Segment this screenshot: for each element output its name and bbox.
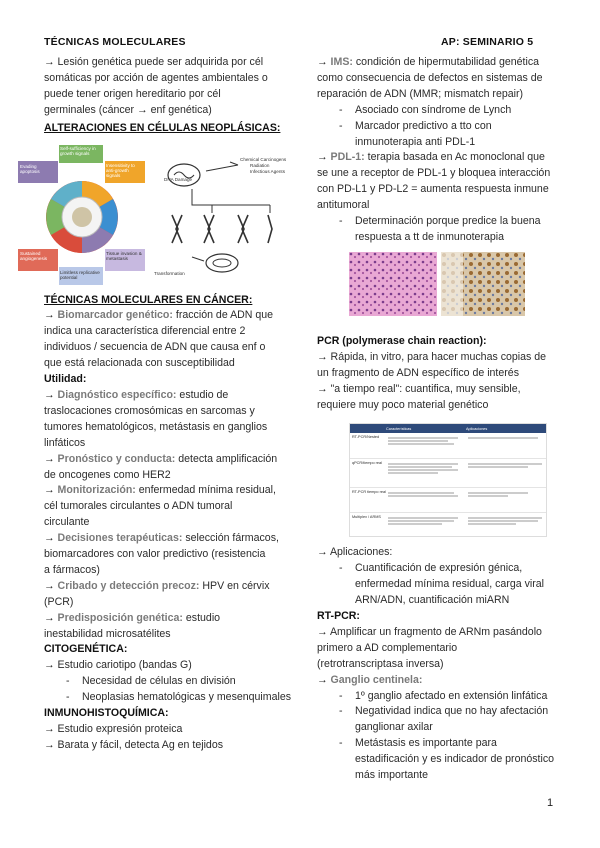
list-item: primero a AD complementario [317, 641, 458, 654]
damage-label: Infectious Agents [250, 168, 285, 174]
sub-list-item: - Cuantificación de expresión génica, enfermedad mínima residual, carga viral ARN/ADN, cuantificación miARN [317, 561, 559, 609]
paragraph-line: individuos / secuencia de ADN que causa enf o [44, 341, 266, 354]
paragraph: → Predisposición genética: estudio [44, 611, 221, 624]
figure-row [20, 139, 294, 289]
subheading: CITOGENÉTICA: [44, 643, 128, 656]
paragraph-line: con PD-L1 y PD-L2 = aumenta respuesta inmune [317, 183, 549, 196]
paragraph-line: indica una característica diferencial entre 2 [44, 325, 246, 338]
paragraph: → Decisiones terapéuticas: selección fármacos, [44, 532, 279, 545]
table-cell [388, 433, 468, 458]
table-cell: Multiplex / ARMS [352, 515, 381, 520]
damage-label: Transformation [154, 270, 185, 276]
sub-list-item: - 1º ganglio afectado en extensión linfática [317, 689, 559, 705]
paragraph: → PDL-1: terapia basada en Ac monoclonal que [317, 151, 545, 164]
sub-list-item: - Necesidad de células en división [44, 674, 294, 690]
paragraph-line: traslocaciones cromosómicas en sarcomas y [44, 404, 255, 417]
left-column [20, 55, 294, 754]
table-cell [468, 488, 546, 512]
list-item: → Estudio cariotipo (bandas G) [44, 659, 192, 672]
hallmark-label: Tissue invasion & metastasis [106, 250, 142, 261]
intro-line: → Lesión genética puede ser adquirida por cél [44, 56, 264, 68]
list-item: (retrotranscriptasa inversa) [317, 657, 444, 670]
sub-list-item: - Neoplasias hematológicas y mesenquimales [44, 690, 294, 706]
seminar-label: AP: SEMINARIO 5 [441, 36, 534, 48]
sub-list-item: - Asociado con síndrome de Lynch [317, 103, 559, 119]
subheading: Utilidad: [44, 373, 87, 386]
table-cell [468, 459, 546, 487]
paragraph-line: reparación de ADN (MMR; mismatch repair) [317, 87, 524, 100]
sub-list-item: - Marcador predictivo a tto con inmunoterapia anti PDL-1 [317, 119, 559, 151]
he-stain-image [349, 252, 437, 316]
paragraph-line: que está relacionada con susceptibilidad [44, 357, 235, 370]
sub-list-item: - Negatividad indica que no hay afectación ganglionar axilar [317, 704, 559, 736]
intro-line: puede tener origen hereditario por cél [44, 87, 221, 100]
list-item: → Aplicaciones: [317, 546, 393, 559]
table-row [350, 459, 546, 488]
list-item: un fragmento de ADN específico de interés [317, 366, 519, 379]
paragraph: → Cribado y detección precoz: HPV en cérvix [44, 579, 270, 592]
paragraph-line: cél tumorales circulantes o ADN tumoral [44, 500, 233, 513]
paragraph-line: inestabilidad microsatélites [44, 627, 171, 640]
list-item: → Estudio expresión proteica [44, 723, 183, 735]
table-row [350, 433, 546, 459]
doc-title: TÉCNICAS MOLECULARES [44, 36, 186, 48]
paragraph: → Diagnóstico específico: estudio de [44, 388, 229, 401]
damage-label: Radiation [250, 162, 270, 168]
table-cell [468, 433, 546, 458]
table-cell: RT-PCR tiempo real [352, 490, 386, 495]
list-item: → "a tiempo real": cuantifica, muy sensible, [317, 382, 521, 395]
hallmark-label: Self-sufficiency in growth signals [60, 145, 96, 156]
section-heading: TÉCNICAS MOLECULARES EN CÁNCER: [44, 293, 253, 306]
list-item: → Rápida, in vitro, para hacer muchas copias de [317, 350, 547, 363]
table-row [350, 488, 546, 513]
page-number: 1 [547, 797, 554, 809]
table-header-cell: Características [386, 426, 412, 431]
sub-list-item: - Metástasis es importante para estadificación y es indicador de pronóstico más importante [317, 736, 559, 784]
intro-line: germinales (cáncer → enf genética) [44, 103, 212, 116]
hallmark-label: Evading apoptosis [20, 163, 40, 174]
section-heading: RT-PCR: [317, 610, 360, 623]
section-heading: PCR (polymerase chain reaction): [317, 334, 487, 347]
paragraph-line: como consecuencia de defectos en sistemas de [317, 71, 543, 84]
paragraph-line: antitumoral [317, 199, 370, 212]
hallmark-label: Insensitivity to anti-growth signals [106, 162, 135, 178]
subheading: INMUNOHISTOQUÍMICA: [44, 707, 169, 720]
hallmark-label: Sustained angiogenesis [20, 250, 48, 261]
paragraph-line: circulante [44, 516, 90, 529]
table-cell: RT-PCR/Nested [352, 435, 380, 440]
paragraph: → IMS: condición de hipermutabilidad genética [317, 56, 540, 68]
intro-line: somáticas por acción de agentes ambientales o [44, 71, 268, 84]
pcr-table [349, 423, 547, 537]
table-row [350, 513, 546, 537]
table-cell [388, 488, 468, 512]
table-header [350, 424, 546, 433]
hallmark-label: Limitless replicative potential [60, 269, 100, 280]
table-header-cell: Aplicaciones [466, 426, 488, 431]
list-item: → Amplificar un fragmento de ARNm pasándolo [317, 625, 542, 638]
table-cell [468, 513, 546, 537]
section-heading: ALTERACIONES EN CÉLULAS NEOPLÁSICAS: [44, 121, 281, 134]
paragraph: → Ganglio centinela: [317, 673, 423, 686]
paragraph: → Pronóstico y conducta: detecta amplificación [44, 452, 278, 465]
damage-label: DNA Damage [164, 176, 193, 182]
list-item: → Barata y fácil, detecta Ag en tejidos [44, 738, 224, 751]
ihc-stain-image [441, 252, 525, 316]
paragraph: → Biomarcador genético: fracción de ADN que [44, 309, 274, 322]
table-cell [388, 459, 468, 487]
paragraph-line: (PCR) [44, 595, 74, 608]
paragraph-line: linfáticos [44, 436, 86, 449]
sub-list-item: - Determinación porque predice la buena respuesta a tt de inmunoterapia [317, 214, 559, 246]
paragraph-line: biomarcadores con valor predictivo (resistencia [44, 548, 266, 561]
table-cell: qPCR/tiempo real [352, 461, 382, 466]
histology-images [317, 252, 559, 322]
paragraph-line: tumores hematológicos, metástasis en ganglios [44, 420, 268, 433]
paragraph: → Monitorización: enfermedad mínima residual, [44, 484, 276, 497]
paragraph-line: de oncogenes como HER2 [44, 468, 171, 481]
right-column [317, 55, 559, 784]
paragraph-line: se une a receptor de PDL-1 y bloquea interacción [317, 167, 551, 180]
table-cell [388, 513, 468, 537]
paragraph-line: a fármacos) [44, 563, 100, 576]
damage-label: Chemical Carcinogens [240, 156, 287, 162]
list-item: requiere muy poco material genético [317, 398, 489, 411]
